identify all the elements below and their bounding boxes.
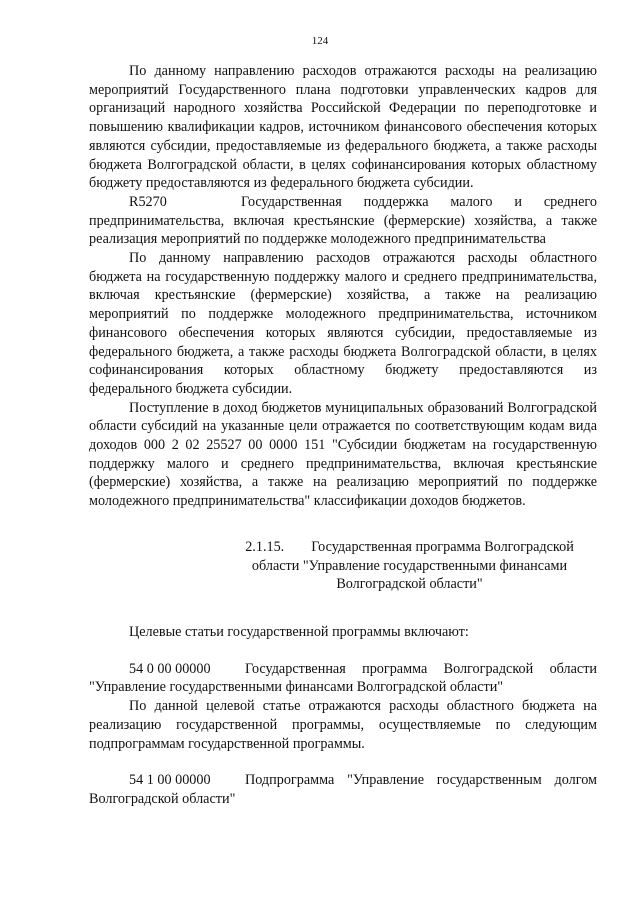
section-title: Государственная программа Волгоградской области "Управление государственными финансами Волгоградской области" — [251, 538, 574, 593]
entry-state-program — [89, 660, 597, 697]
entry-description: По данной целевой статье отражаются расходы областного бюджета на реализацию государственной программы, осуществляемые по следующим подпрограммам государственной программы. — [89, 698, 597, 752]
section-heading — [89, 538, 597, 594]
entry-title: Государственная программа Волгоградской области "Управление государственными финансами Волгоградской области" — [89, 660, 597, 696]
paragraph-expenditure-direction: По данному направлению расходов отражаются расходы на реализацию мероприятий Государственного плана подготовки управленческих кадров для организаций народного хозяйства Российской Федерации по переподготовке и повышению квалификации кадров, источником финансового обеспечения которых являются субсидии, предоставляемые из федерального бюджета, а также расходы бюджета Волгоградской области, в целях софинансирования которых областному бюджету предоставляются из федерального бюджета субсидии. — [89, 63, 597, 192]
entry-title: Подпрограмма "Управление государственным долгом Волгоградской области" — [89, 772, 597, 807]
page-number: 124 — [311, 35, 329, 47]
paragraph-r5270 — [89, 193, 597, 249]
paragraph-municipal-income: Поступление в доход бюджетов муниципальных образований Волгоградской области субсидий на указанные цели отражается по соответствующим кодам вида доходов 000 2 02 25527 00 0000 151 "Субсидии бюджетам на государственную поддержку малого и среднего предпринимательства, включая крестьянские (фермерские) хозяйства, а также на реализацию мероприятий по поддержке молодежного предпринимательства" классификации доходов бюджетов. — [89, 399, 597, 510]
entry-code: 54 1 00 00000 — [129, 772, 211, 789]
document-body — [89, 62, 597, 809]
expenditure-code: R5270 — [129, 193, 167, 210]
expenditure-title: Государственная поддержка малого и среднего предпринимательства, включая крестьянские (фермерские) хозяйства, а также реализация мероприятий по поддержке молодежного предпринимательства — [89, 193, 597, 248]
paragraph-regional-budget: По данному направлению расходов отражаются расходы областного бюджета на государственную поддержку малого и среднего предпринимательства, включая крестьянские (фермерские) хозяйства, а также на реализацию мероприятий по поддержке молодежного предпринимательства, источником финансового обеспечения которых являются субсидии, предоставляемые из федерального бюджета, а также расходы бюджета Волгоградской области, в целях софинансирования которых областному бюджету предоставляются из федерального бюджета субсидии. — [89, 250, 597, 397]
intro-paragraph: Целевые статьи государственной программы включают: — [129, 623, 469, 640]
entry-code: 54 0 00 00000 — [129, 660, 211, 677]
section-number: 2.1.15. — [245, 538, 285, 555]
entry-subprogram-debt — [89, 771, 597, 808]
